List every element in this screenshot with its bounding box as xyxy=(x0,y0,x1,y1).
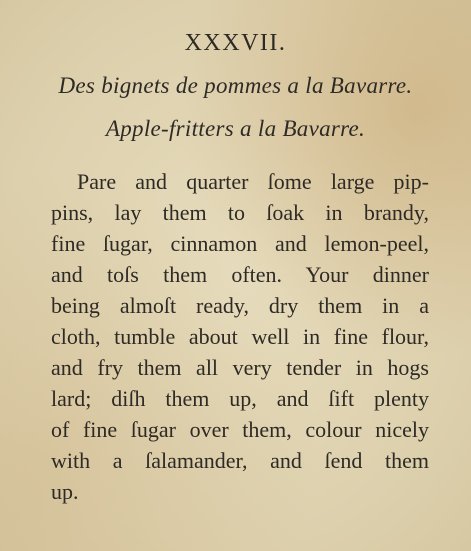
body-line: cloth, tumble about well in fine flour, xyxy=(51,324,429,349)
body-line: Pare and quarter ſome large pip- xyxy=(77,169,429,194)
body-line: of fine ſugar over them, colour nicely xyxy=(51,417,429,442)
body-line: and fry them all very tender in hogs xyxy=(51,355,429,380)
body-line: and toſs them often. Your dinner xyxy=(51,262,429,287)
body-line: lard; diſh them up, and ſift plenty xyxy=(51,386,429,411)
chapter-number: XXXVII. xyxy=(184,30,287,56)
body-line: being almoſt ready, dry them in a xyxy=(51,293,429,318)
body-line: fine ſugar, cinnamon and lemon-peel, xyxy=(51,231,429,256)
body-line: up. xyxy=(51,479,79,504)
recipe-title-english: Apple-fritters a la Bavarre. xyxy=(105,116,366,141)
body-line: with a ſalamander, and ſend them xyxy=(51,448,429,473)
recipe-body xyxy=(51,166,429,507)
recipe-title-french: Des bignets de pommes a la Bavarre. xyxy=(58,73,413,98)
body-line: pins, lay them to ſoak in brandy, xyxy=(51,200,429,225)
